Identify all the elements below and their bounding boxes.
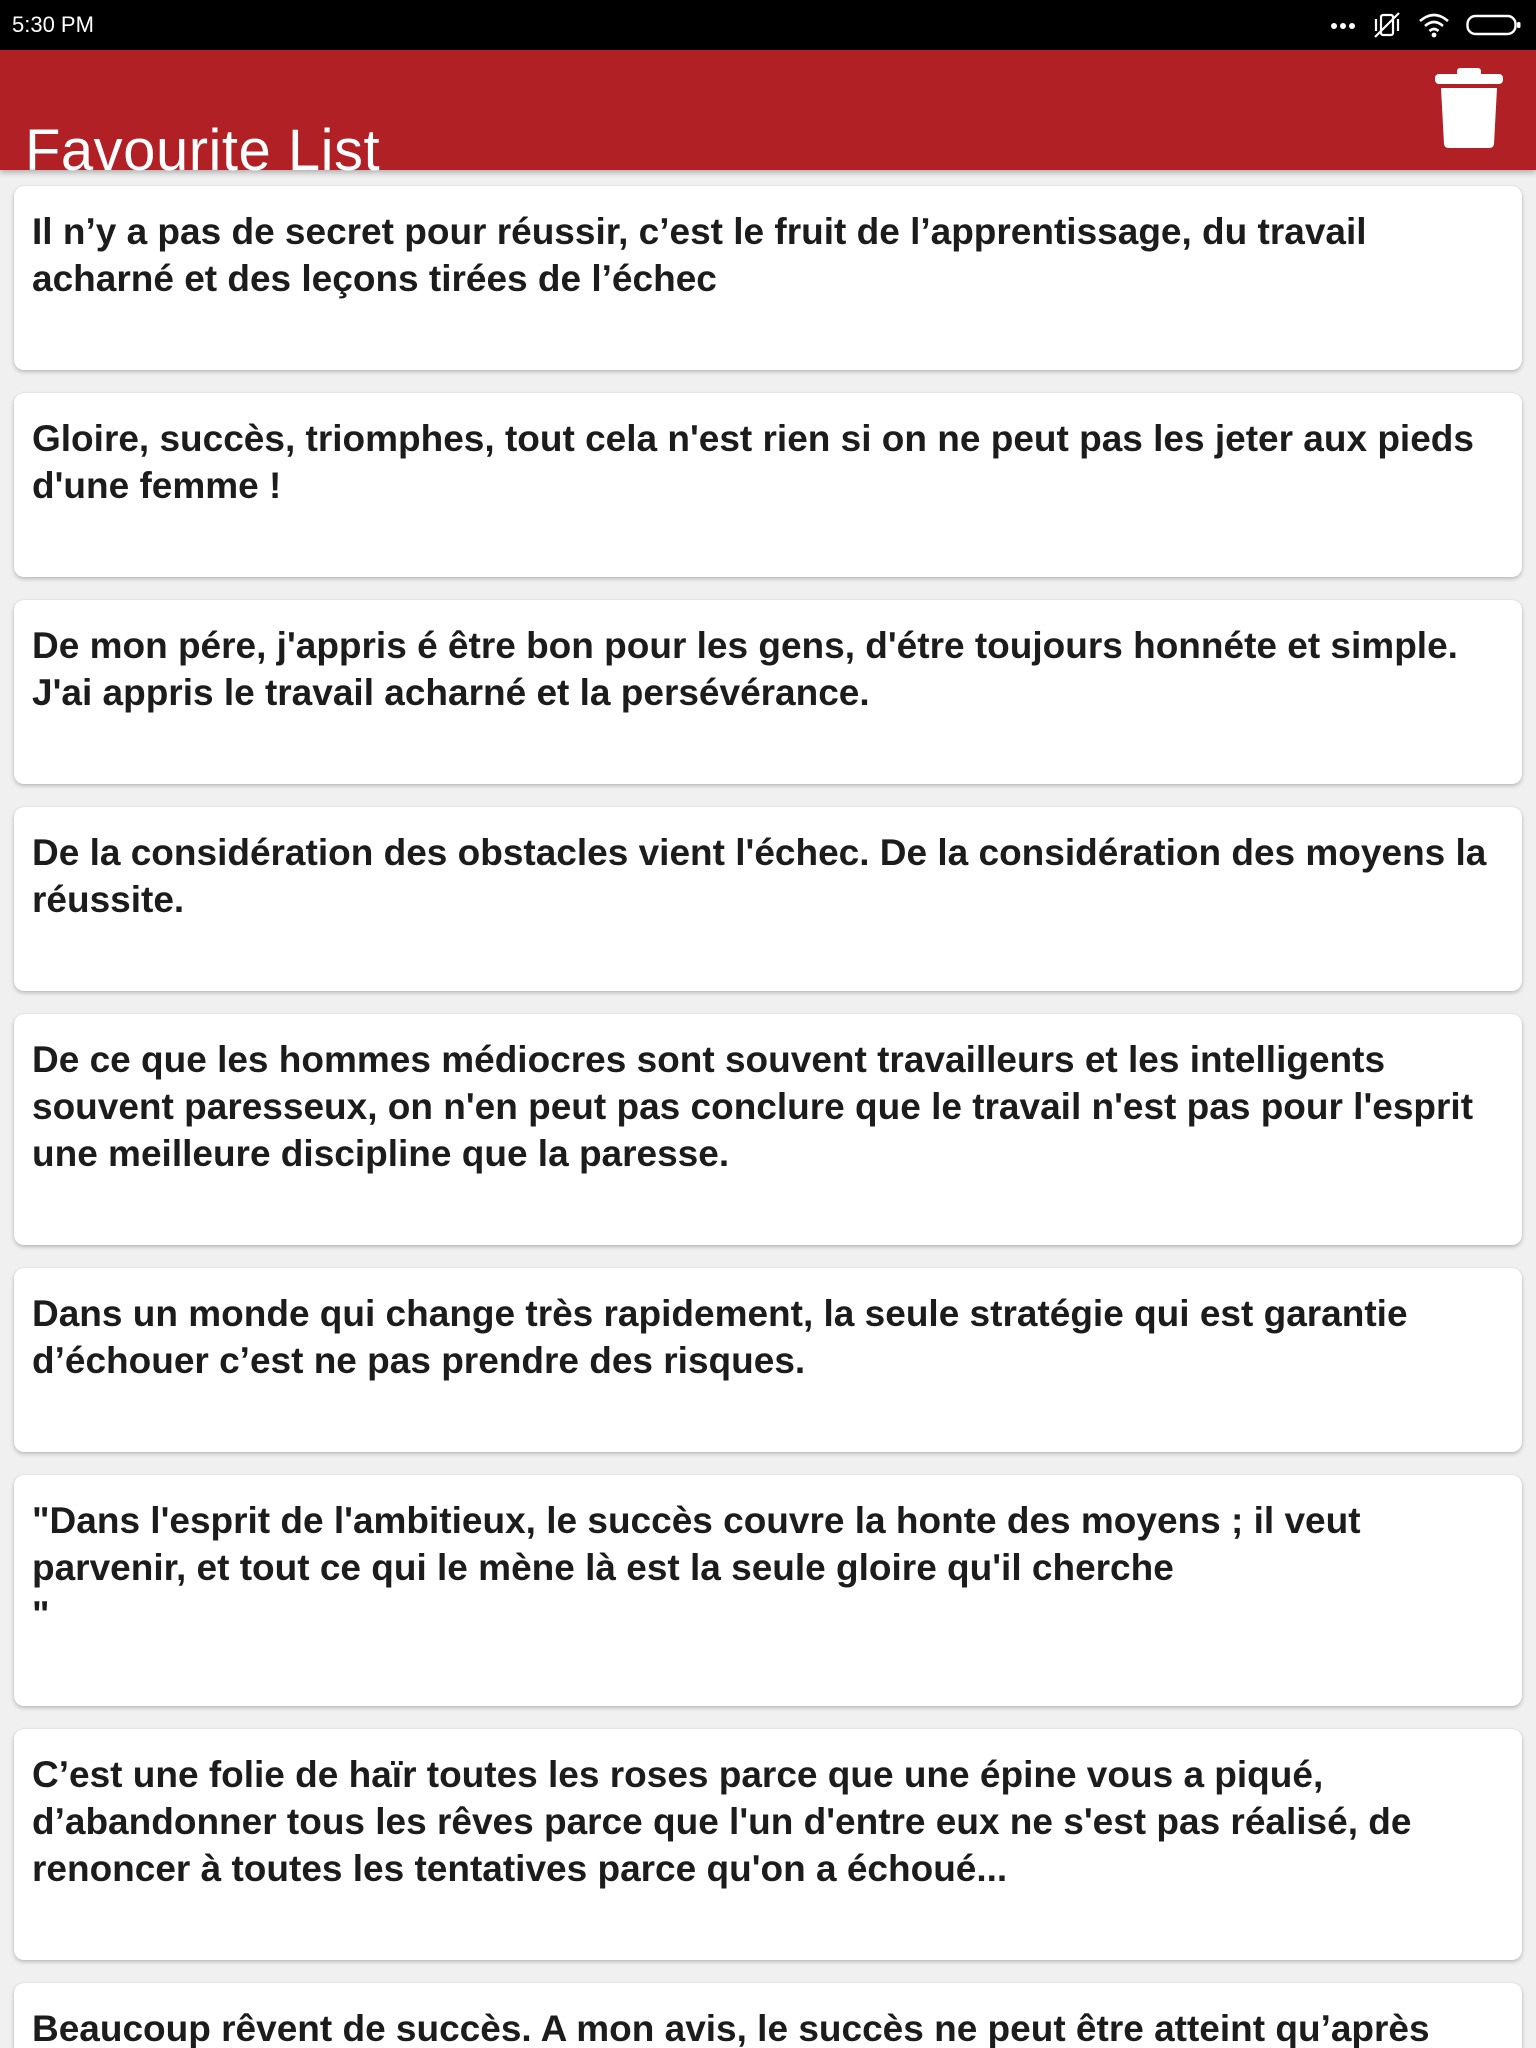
quote-text: De mon pére, j'appris é être bon pour les gens, d'étre toujours honnéte et simple. J'ai appris le travail acharné et la persévérance.	[32, 625, 1469, 713]
quote-text: Dans un monde qui change très rapidement, la seule stratégie qui est garantie d’échouer c’est ne pas prendre des risques.	[32, 1293, 1418, 1381]
status-bar	[0, 0, 1536, 50]
app-bar	[0, 50, 1536, 183]
trash-icon	[1433, 66, 1505, 155]
quote-text: Beaucoup rêvent de succès. A mon avis, le succès ne peut être atteint qu’après	[32, 2008, 1430, 2048]
more-dots-icon	[1330, 20, 1356, 30]
quote-card[interactable]	[14, 1268, 1522, 1452]
quote-card[interactable]	[14, 186, 1522, 370]
quote-text: Gloire, succès, triomphes, tout cela n'est rien si on ne peut pas les jeter aux pieds d'une femme !	[32, 418, 1485, 506]
quote-card[interactable]	[14, 807, 1522, 991]
quote-card[interactable]	[14, 1475, 1522, 1706]
status-time: 5:30 PM	[12, 12, 94, 37]
delete-all-button[interactable]	[1424, 64, 1514, 156]
quote-card[interactable]	[14, 1729, 1522, 1960]
page-title: Favourite List	[25, 117, 381, 183]
battery-icon	[1466, 13, 1522, 37]
vibrate-icon	[1372, 11, 1402, 39]
favourite-quote-list[interactable]	[0, 170, 1536, 2048]
quote-text: De ce que les hommes médiocres sont souvent travailleurs et les intelligents souvent paresseux, on n'en peut pas conclure que le travail n'est pas pour l'esprit une meilleure discipline que la paresse.	[32, 1039, 1484, 1174]
quote-text: De la considération des obstacles vient l'échec. De la considération des moyens la réussite.	[32, 832, 1497, 920]
wifi-icon	[1418, 12, 1450, 38]
quote-text: "Dans l'esprit de l'ambitieux, le succès couvre la honte des moyens ; il veut parvenir, et tout ce qui le mène là est la seule gloire qu'il cherche "	[32, 1500, 1361, 1635]
status-icons	[1330, 10, 1522, 40]
quote-card[interactable]	[14, 1983, 1522, 2048]
quote-text: C’est une folie de haïr toutes les roses parce que une épine vous a piqué, d’abandonner tous les rêves parce que l'un d'entre eux ne s'est pas réalisé, de renoncer à toutes les tentatives parce qu'on a échoué...	[32, 1754, 1422, 1889]
quote-card[interactable]	[14, 1014, 1522, 1245]
quote-card[interactable]	[14, 600, 1522, 784]
quote-text: Il n’y a pas de secret pour réussir, c’est le fruit de l’apprentissage, du travail acharné et des leçons tirées de l’échec	[32, 211, 1377, 299]
quote-card[interactable]	[14, 393, 1522, 577]
